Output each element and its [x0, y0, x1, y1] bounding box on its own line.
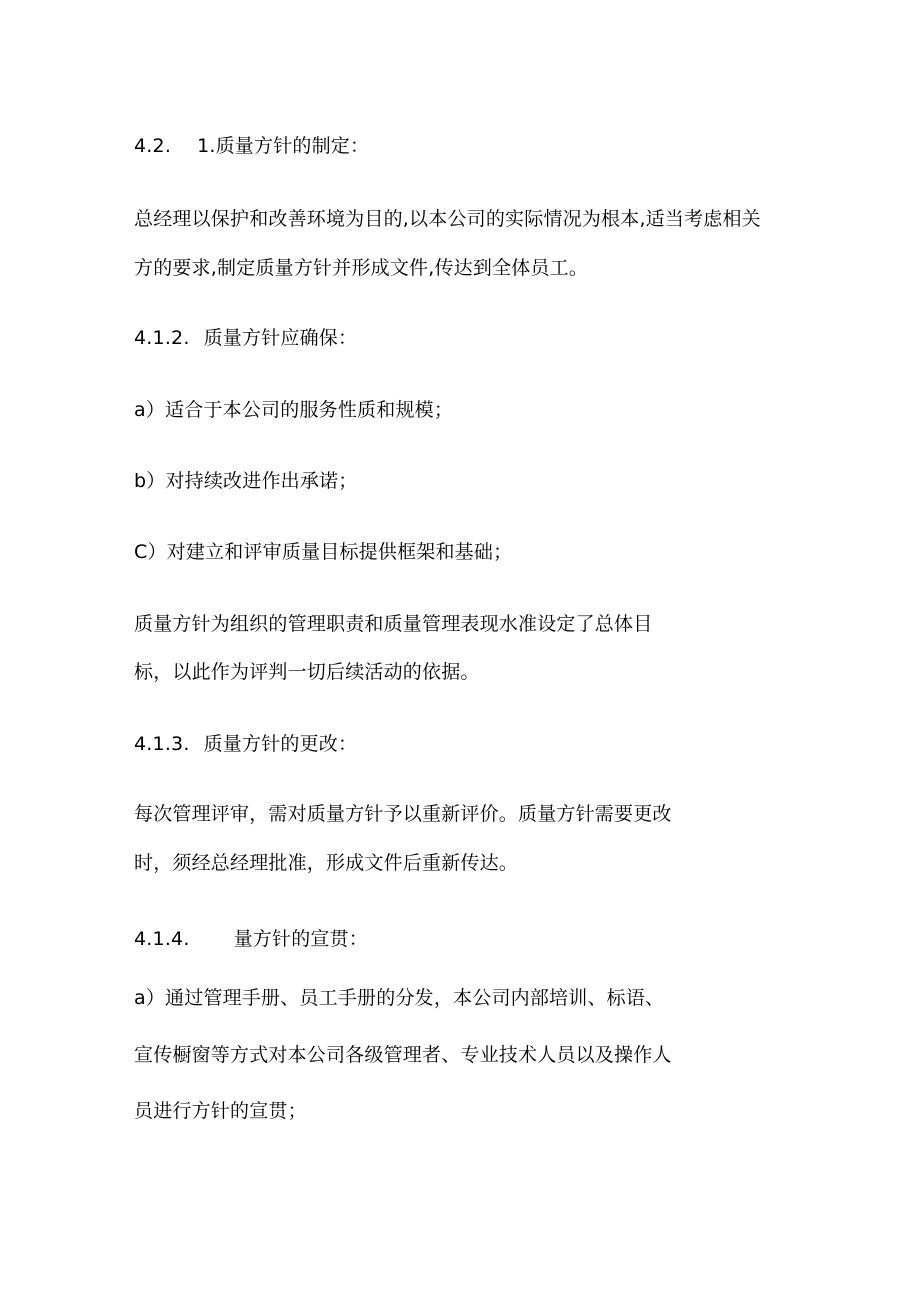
paragraph-line: 质量方针为组织的管理职责和质量管理表现水准设定了总体目 [134, 613, 653, 635]
paragraph-line: 宣传橱窗等方式对本公司各级管理者、专业技术人员以及操作人 [134, 1044, 672, 1066]
section-heading-4-1-4 [134, 926, 368, 952]
section-title: 量方针的宣贯： [233, 928, 368, 950]
paragraph-line: 每次管理评审，需对质量方针予以重新评价。质量方针需要更改 [134, 803, 672, 825]
list-item-c: C）对建立和评审质量目标提供框架和基础； [134, 541, 513, 563]
paragraph-line: 时，须经总经理批准，形成文件后重新传达。 [134, 852, 519, 874]
section-heading-4-2 [134, 133, 369, 159]
section-heading-4-1-2 [134, 325, 357, 351]
paragraph-line: 方的要求,制定质量方针并形成文件,传达到全体员工。 [134, 257, 589, 279]
paragraph-line: 总经理以保护和改善环境为目的,以本公司的实际情况为根本,适当考虑相关 [134, 208, 761, 230]
section-number: 4.1.4. [134, 928, 190, 950]
section-number: 4.1.2. [134, 327, 190, 349]
section-title: 质量方针应确保： [203, 327, 358, 349]
paragraph-line: 员进行方针的宣贯； [134, 1100, 307, 1122]
list-item-a: a）适合于本公司的服务性质和规模； [134, 399, 454, 421]
section-title: 1.质量方针的制定： [197, 135, 370, 157]
section-heading-4-1-3 [134, 731, 357, 757]
paragraph-line: 标，以此作为评判一切后续活动的依据。 [134, 661, 480, 683]
section-number: 4.2. [134, 135, 172, 157]
paragraph-line: a）通过管理手册、员工手册的分发，本公司内部培训、标语、 [134, 987, 665, 1009]
section-number: 4.1.3. [134, 733, 190, 755]
list-item-b: b）对持续改进作出承诺； [134, 470, 358, 492]
section-title: 质量方针的更改： [203, 733, 358, 755]
